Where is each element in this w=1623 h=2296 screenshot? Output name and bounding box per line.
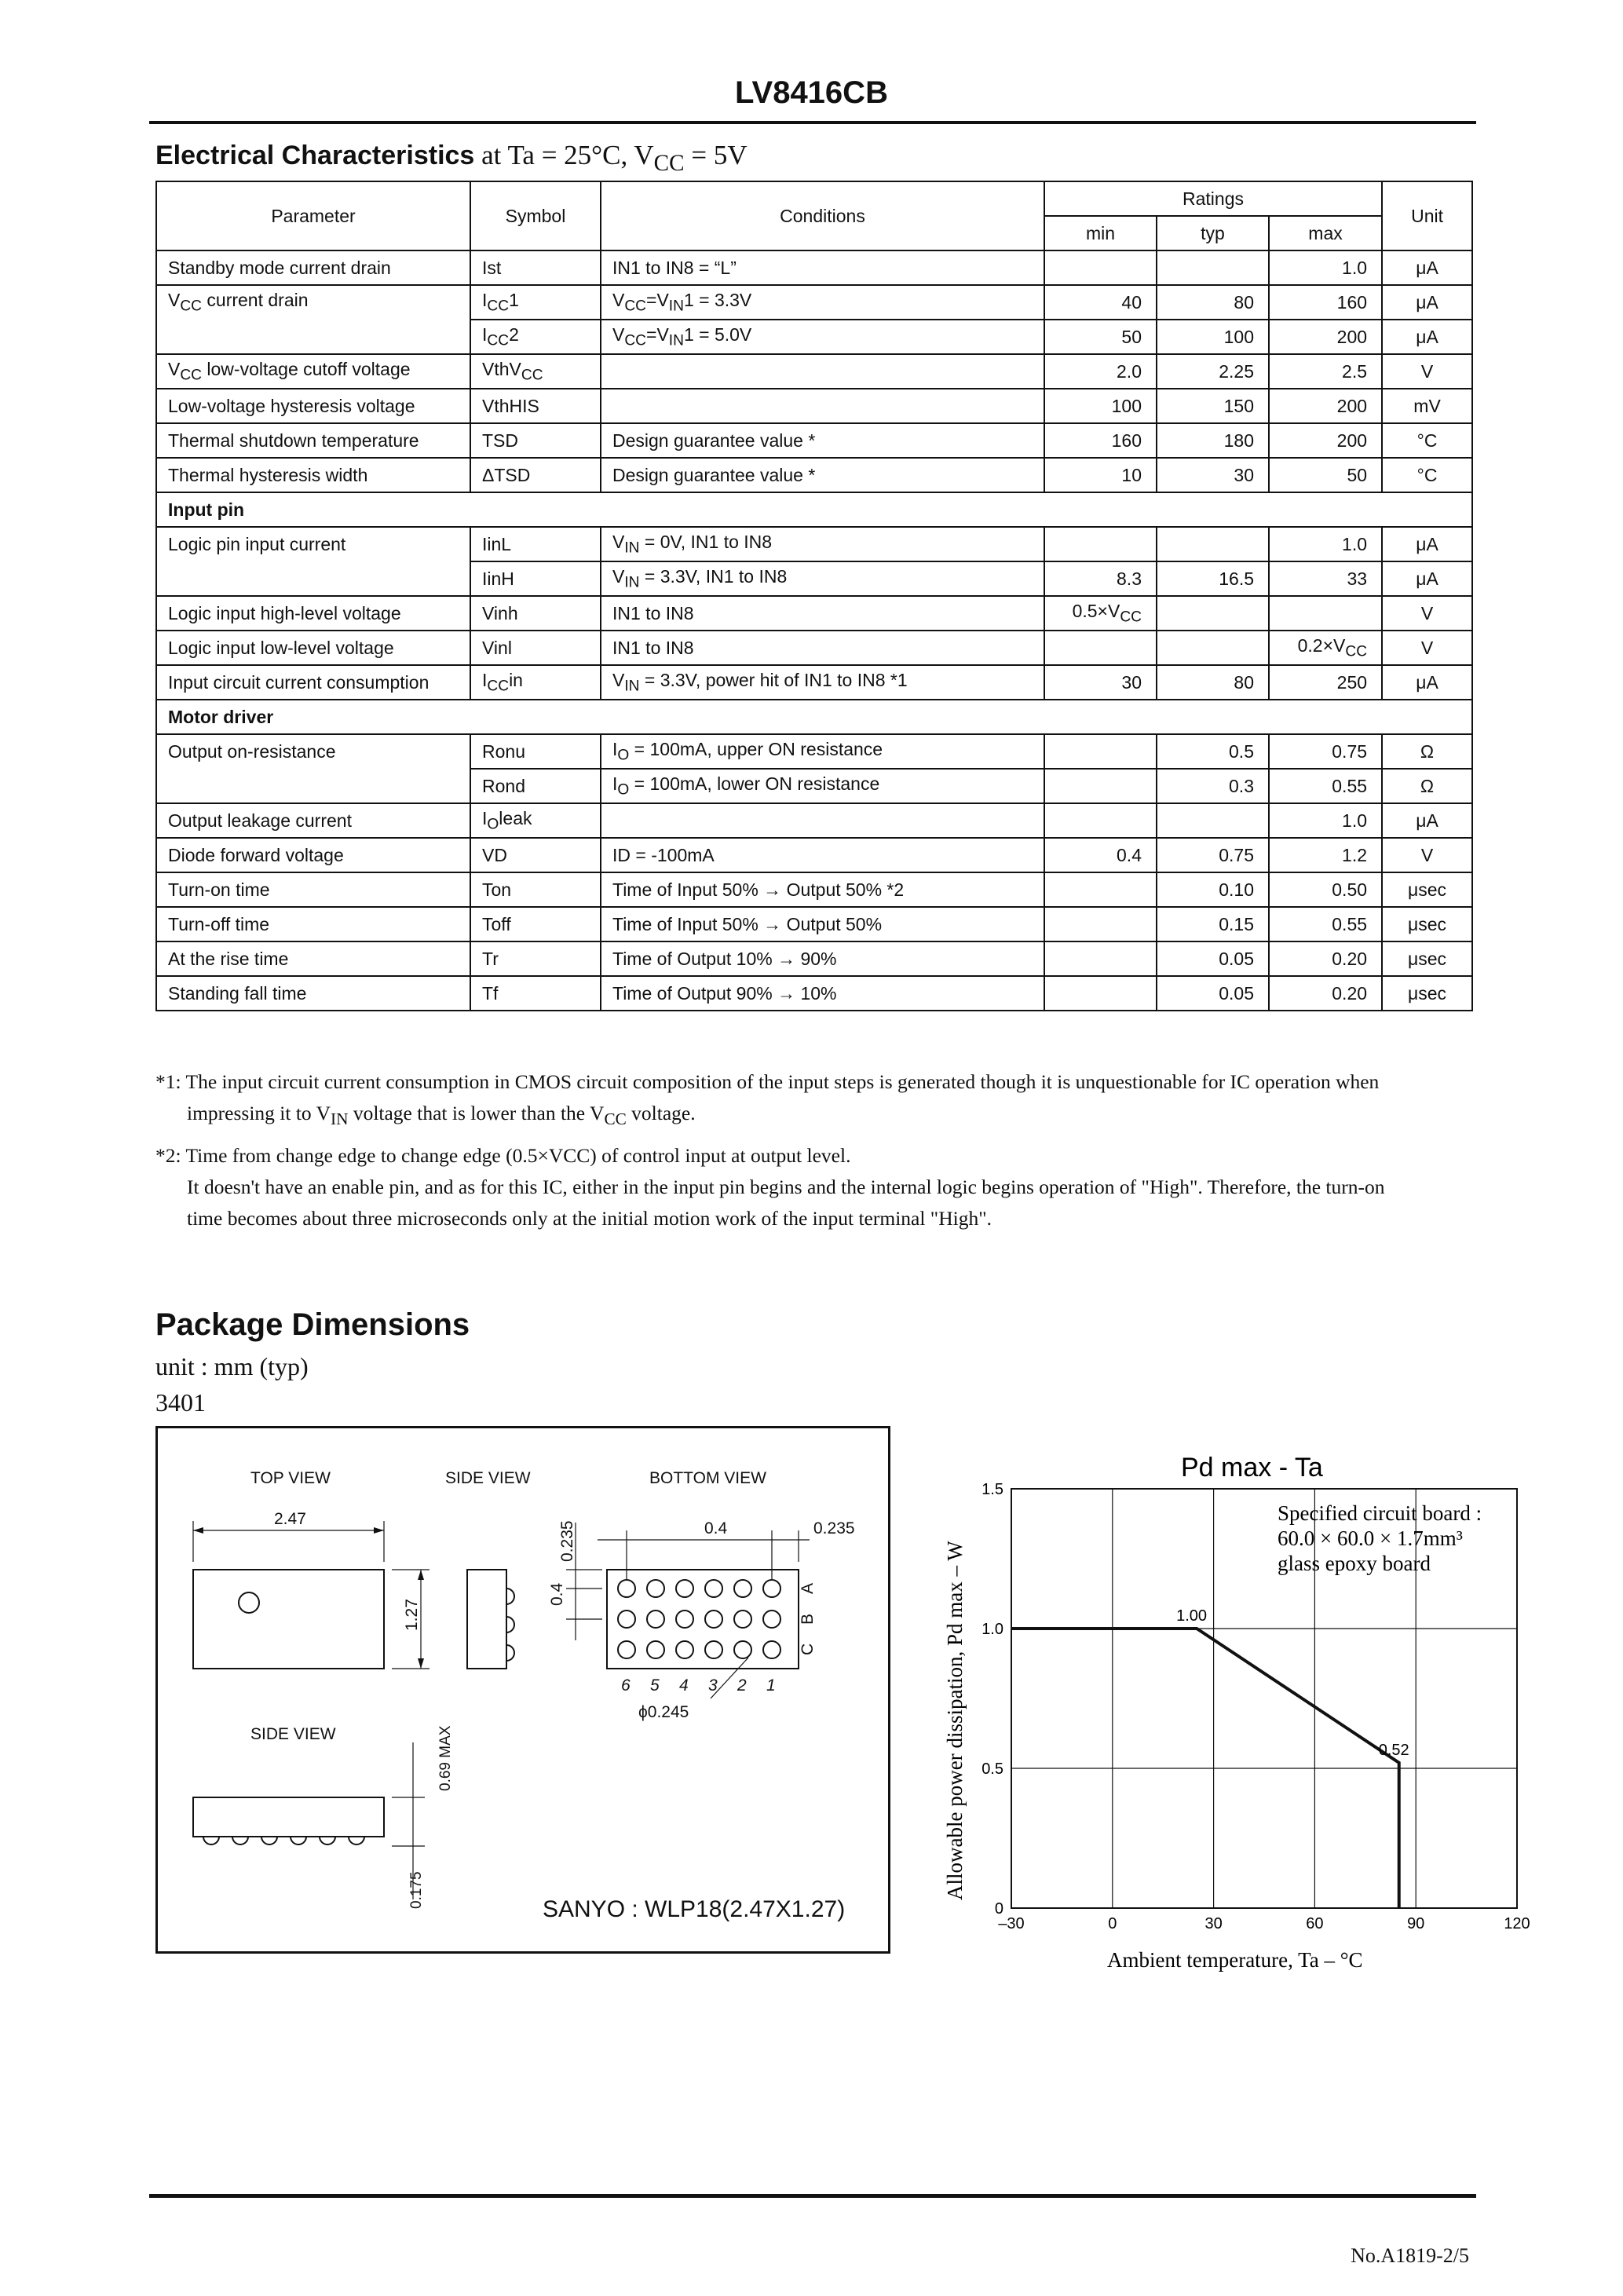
footnote-2-line-3: time becomes about three microseconds only at the initial motion work of the input terminal "High". xyxy=(187,1207,992,1230)
x-tick-label: 120 xyxy=(1504,1915,1530,1932)
x-tick-label: 0 xyxy=(1108,1915,1117,1932)
cell-param: Low-voltage hysteresis voltage xyxy=(156,389,470,423)
cell-typ: 150 xyxy=(1157,389,1269,423)
cell-typ: 180 xyxy=(1157,423,1269,458)
cell-cond: $V_{IN} = 0V$, IN1 to IN8 xyxy=(601,527,1044,561)
y-tick-label: 0.5 xyxy=(981,1760,1003,1778)
cell-unit: V xyxy=(1382,838,1472,872)
dim-edge-v: 0.235 xyxy=(558,1520,576,1562)
cell-unit: μA xyxy=(1382,561,1472,596)
section-input-pin: Input pin xyxy=(156,492,1472,527)
package-dimensions-heading: Package Dimensions xyxy=(155,1307,470,1342)
cell-param: Turn-on time xyxy=(156,872,470,907)
cell-unit: μsec xyxy=(1382,907,1472,941)
cell-unit: μA xyxy=(1382,527,1472,561)
cell-min: $0.5\times V_{CC}$ xyxy=(1044,596,1157,631)
cell-unit: Ω xyxy=(1382,769,1472,803)
cell-cond: Time of Output 10% → 90% xyxy=(601,941,1044,976)
cell-symbol: Toff xyxy=(470,907,601,941)
cell-unit: μsec xyxy=(1382,941,1472,976)
cell-max: 2.5 xyxy=(1269,354,1382,389)
footnote-1-line-1: *1: The input circuit current consumption in CMOS circuit composition of the input steps is generated though it is unquestionable for IC operation when xyxy=(155,1070,1380,1093)
cell-min: 8.3 xyxy=(1044,561,1157,596)
cond-suffix: = 5V xyxy=(684,140,748,170)
chart-ylabel: Allowable power dissipation, Pd max – W xyxy=(943,1541,967,1900)
x-tick-label: 30 xyxy=(1204,1915,1223,1932)
cell-param: Turn-off time xyxy=(156,907,470,941)
cell-typ: 0.10 xyxy=(1157,872,1269,907)
cell-typ: 80 xyxy=(1157,285,1269,320)
cell-unit: μA xyxy=(1382,320,1472,354)
cell-max: $0.2\times V_{CC}$ xyxy=(1269,631,1382,665)
cell-param: Output leakage current xyxy=(156,803,470,838)
dim-height: 1.27 xyxy=(403,1599,421,1631)
col-label-1: 1 xyxy=(766,1676,776,1695)
cell-cond: IN1 to IN8 = “L” xyxy=(601,250,1044,285)
cell-symbol: TSD xyxy=(470,423,601,458)
cell-typ: 2.25 xyxy=(1157,354,1269,389)
cell-max: 160 xyxy=(1269,285,1382,320)
cell-symbol: $I_{CC}2$ xyxy=(470,320,601,354)
cell-min: 100 xyxy=(1044,389,1157,423)
cell-typ: 0.05 xyxy=(1157,941,1269,976)
cell-symbol: $I_Oleak$ xyxy=(470,803,601,838)
col-label-2: 2 xyxy=(737,1676,747,1695)
cell-typ: 16.5 xyxy=(1157,561,1269,596)
cell-typ: 0.15 xyxy=(1157,907,1269,941)
cell-max: 0.20 xyxy=(1269,941,1382,976)
cell-unit: μA xyxy=(1382,665,1472,700)
cell-param: Diode forward voltage xyxy=(156,838,470,872)
cell-min: 50 xyxy=(1044,320,1157,354)
annotation-line-1: Specified circuit board : xyxy=(1278,1501,1482,1525)
cell-param: Logic pin input current xyxy=(156,527,470,561)
cell-max: 200 xyxy=(1269,389,1382,423)
cell-cond: $V_{IN} = 3.3V$, power hit of IN1 to IN8 *1 xyxy=(601,665,1044,700)
annotation-line-3: glass epoxy board xyxy=(1278,1552,1431,1575)
col-symbol: Symbol xyxy=(470,181,601,250)
cell-cond: $V_{CC}=V_{IN}1 = 5.0V$ xyxy=(601,320,1044,354)
cell-cond: ID = -100mA xyxy=(601,838,1044,872)
chart-annotation xyxy=(1278,1501,1482,1575)
dim-pitch-v: 0.4 xyxy=(548,1582,566,1606)
cell-max: 0.55 xyxy=(1269,907,1382,941)
cell-max: 33 xyxy=(1269,561,1382,596)
col-max: max xyxy=(1269,216,1382,250)
cell-unit: °C xyxy=(1382,423,1472,458)
cell-cond: Time of Output 90% → 10% xyxy=(601,976,1044,1011)
cell-typ: 30 xyxy=(1157,458,1269,492)
col-typ: typ xyxy=(1157,216,1269,250)
cell-typ: 100 xyxy=(1157,320,1269,354)
cell-symbol: Tr xyxy=(470,941,601,976)
cell-max: 200 xyxy=(1269,320,1382,354)
document-title: LV8416CB xyxy=(735,75,888,110)
cell-unit: mV xyxy=(1382,389,1472,423)
ec-heading-text: Electrical Characteristics xyxy=(155,141,475,170)
cell-cond: $I_O = 100mA$, upper ON resistance xyxy=(601,734,1044,769)
annotation-line-2: 60.0 × 60.0 × 1.7mm³ xyxy=(1278,1526,1463,1550)
cell-max: 0.75 xyxy=(1269,734,1382,769)
cell-unit: V xyxy=(1382,354,1472,389)
cell-symbol: IinH xyxy=(470,561,601,596)
cell-param: Standby mode current drain xyxy=(156,250,470,285)
y-tick-label: 1.5 xyxy=(981,1481,1003,1498)
cell-param: $V_{CC}$ low-voltage cutoff voltage xyxy=(156,354,470,389)
cell-param: Output on-resistance xyxy=(156,734,470,769)
footnote-1-line-2: impressing it to $V_{IN}$ voltage that is lower than the $V_{CC}$ voltage. xyxy=(187,1102,696,1129)
cell-unit: V xyxy=(1382,631,1472,665)
row-label-c: C xyxy=(799,1643,817,1655)
cell-cond: IN1 to IN8 xyxy=(601,631,1044,665)
cell-symbol: $I_{CC}1$ xyxy=(470,285,601,320)
cell-symbol: Vinl xyxy=(470,631,601,665)
dim-standoff: 0.175 xyxy=(408,1871,425,1909)
cell-symbol: ΔTSD xyxy=(470,458,601,492)
cell-min: 40 xyxy=(1044,285,1157,320)
point-label: 0.52 xyxy=(1378,1741,1409,1759)
cond-prefix: at Ta = 25°C, V xyxy=(474,140,654,170)
cell-max: 0.20 xyxy=(1269,976,1382,1011)
cell-min: 0.4 xyxy=(1044,838,1157,872)
package-caption: SANYO : WLP18(2.47X1.27) xyxy=(543,1896,846,1922)
cell-typ: 0.5 xyxy=(1157,734,1269,769)
cell-param: Thermal hysteresis width xyxy=(156,458,470,492)
col-ratings: Ratings xyxy=(1044,181,1382,216)
x-tick-label: 90 xyxy=(1407,1915,1425,1932)
cell-param: At the rise time xyxy=(156,941,470,976)
cell-cond: Time of Input 50% → Output 50% xyxy=(601,907,1044,941)
col-conditions: Conditions xyxy=(601,181,1044,250)
chart-xlabel: Ambient temperature, Ta – °C xyxy=(1107,1948,1363,1972)
cell-symbol: Ist xyxy=(470,250,601,285)
cell-param: Logic input high-level voltage xyxy=(156,596,470,631)
cell-min: 10 xyxy=(1044,458,1157,492)
cell-cond: Design guarantee value * xyxy=(601,458,1044,492)
chart-grid xyxy=(1011,1489,1517,1908)
cell-typ: 0.05 xyxy=(1157,976,1269,1011)
cell-unit: μA xyxy=(1382,285,1472,320)
cell-symbol: Rond xyxy=(470,769,601,803)
cond-sub: CC xyxy=(653,151,685,176)
cell-param: Thermal shutdown temperature xyxy=(156,423,470,458)
col-min: min xyxy=(1044,216,1157,250)
plot-frame xyxy=(1011,1489,1517,1908)
footnote-2-line-1: *2: Time from change edge to change edge (0.5×VCC) of control input at output level. xyxy=(155,1144,851,1167)
cell-unit: V xyxy=(1382,596,1472,631)
col-label-5: 5 xyxy=(650,1676,660,1695)
cell-symbol: Tf xyxy=(470,976,601,1011)
cell-cond: Time of Input 50% → Output 50% *2 xyxy=(601,872,1044,907)
x-tick-label: 60 xyxy=(1306,1915,1324,1932)
y-tick-label: 0 xyxy=(994,1900,1003,1918)
dim-width: 2.47 xyxy=(274,1510,306,1528)
row-label-a: A xyxy=(799,1582,817,1594)
cell-unit: μsec xyxy=(1382,872,1472,907)
cell-symbol: Ronu xyxy=(470,734,601,769)
cell-param: $V_{CC}$ current drain xyxy=(156,285,470,320)
cell-symbol: VthV$_{CC}$ xyxy=(470,354,601,389)
page-number: No.A1819-2/5 xyxy=(1351,2244,1469,2267)
dim-edge-h: 0.235 xyxy=(813,1519,855,1537)
dim-pitch: 0.4 xyxy=(704,1519,728,1537)
row-label-b: B xyxy=(799,1613,817,1625)
cell-typ: 80 xyxy=(1157,665,1269,700)
cell-max: 1.0 xyxy=(1269,803,1382,838)
package-code: 3401 xyxy=(155,1388,206,1417)
cell-unit: μA xyxy=(1382,250,1472,285)
cell-unit: °C xyxy=(1382,458,1472,492)
cell-param: Logic input low-level voltage xyxy=(156,631,470,665)
footer-rule xyxy=(149,2194,1476,2198)
cell-unit: μA xyxy=(1382,803,1472,838)
cell-unit: μsec xyxy=(1382,976,1472,1011)
cell-symbol: IinL xyxy=(470,527,601,561)
col-label-6: 6 xyxy=(621,1676,631,1695)
cell-cond: $I_O = 100mA$, lower ON resistance xyxy=(601,769,1044,803)
package-unit: unit : mm (typ) xyxy=(155,1352,309,1380)
cell-symbol: Vinh xyxy=(470,596,601,631)
cell-max: 1.0 xyxy=(1269,250,1382,285)
cell-max: 1.0 xyxy=(1269,527,1382,561)
cell-max: 1.2 xyxy=(1269,838,1382,872)
x-tick-label: –30 xyxy=(998,1915,1025,1932)
cell-max: 50 xyxy=(1269,458,1382,492)
cell-cond: Design guarantee value * xyxy=(601,423,1044,458)
cell-max: 200 xyxy=(1269,423,1382,458)
col-label-4: 4 xyxy=(679,1676,689,1695)
side-view-2-label: SIDE VIEW xyxy=(250,1725,336,1743)
col-unit: Unit xyxy=(1382,181,1472,250)
chart-title: Pd max - Ta xyxy=(1181,1453,1323,1483)
col-parameter: Parameter xyxy=(156,181,470,250)
chart-point-labels xyxy=(1176,1607,1409,1759)
cell-cond: $V_{CC}=V_{IN}1 = 3.3V$ xyxy=(601,285,1044,320)
bottom-view-label: BOTTOM VIEW xyxy=(649,1469,766,1487)
cell-symbol: VD xyxy=(470,838,601,872)
cell-cond: $V_{IN} = 3.3V$, IN1 to IN8 xyxy=(601,561,1044,596)
dim-thickness: 0.69 MAX xyxy=(437,1725,454,1791)
cell-max: 250 xyxy=(1269,665,1382,700)
cell-max: 0.50 xyxy=(1269,872,1382,907)
cell-max: 0.55 xyxy=(1269,769,1382,803)
cell-param: Input circuit current consumption xyxy=(156,665,470,700)
point-label: 1.00 xyxy=(1176,1607,1208,1625)
y-tick-label: 1.0 xyxy=(981,1621,1003,1638)
dim-ball-diameter: ϕ0.245 xyxy=(638,1703,689,1721)
cell-min: 160 xyxy=(1044,423,1157,458)
cell-unit: Ω xyxy=(1382,734,1472,769)
side-view-label: SIDE VIEW xyxy=(445,1469,531,1487)
cell-symbol: VthHIS xyxy=(470,389,601,423)
cell-typ: 0.75 xyxy=(1157,838,1269,872)
cell-cond: IN1 to IN8 xyxy=(601,596,1044,631)
cell-min: 2.0 xyxy=(1044,354,1157,389)
cell-typ: 0.3 xyxy=(1157,769,1269,803)
cell-symbol: $I_{CC}in$ xyxy=(470,665,601,700)
cell-symbol: Ton xyxy=(470,872,601,907)
footnote-2-line-2: It doesn't have an enable pin, and as for this IC, either in the input pin begins and the internal logic begins operation of "High". Therefore, the turn-on xyxy=(187,1175,1385,1198)
section-motor-driver: Motor driver xyxy=(156,700,1472,734)
cell-min: 30 xyxy=(1044,665,1157,700)
cell-param: Standing fall time xyxy=(156,976,470,1011)
col-label-3: 3 xyxy=(708,1676,718,1695)
top-view-label: TOP VIEW xyxy=(250,1469,331,1487)
